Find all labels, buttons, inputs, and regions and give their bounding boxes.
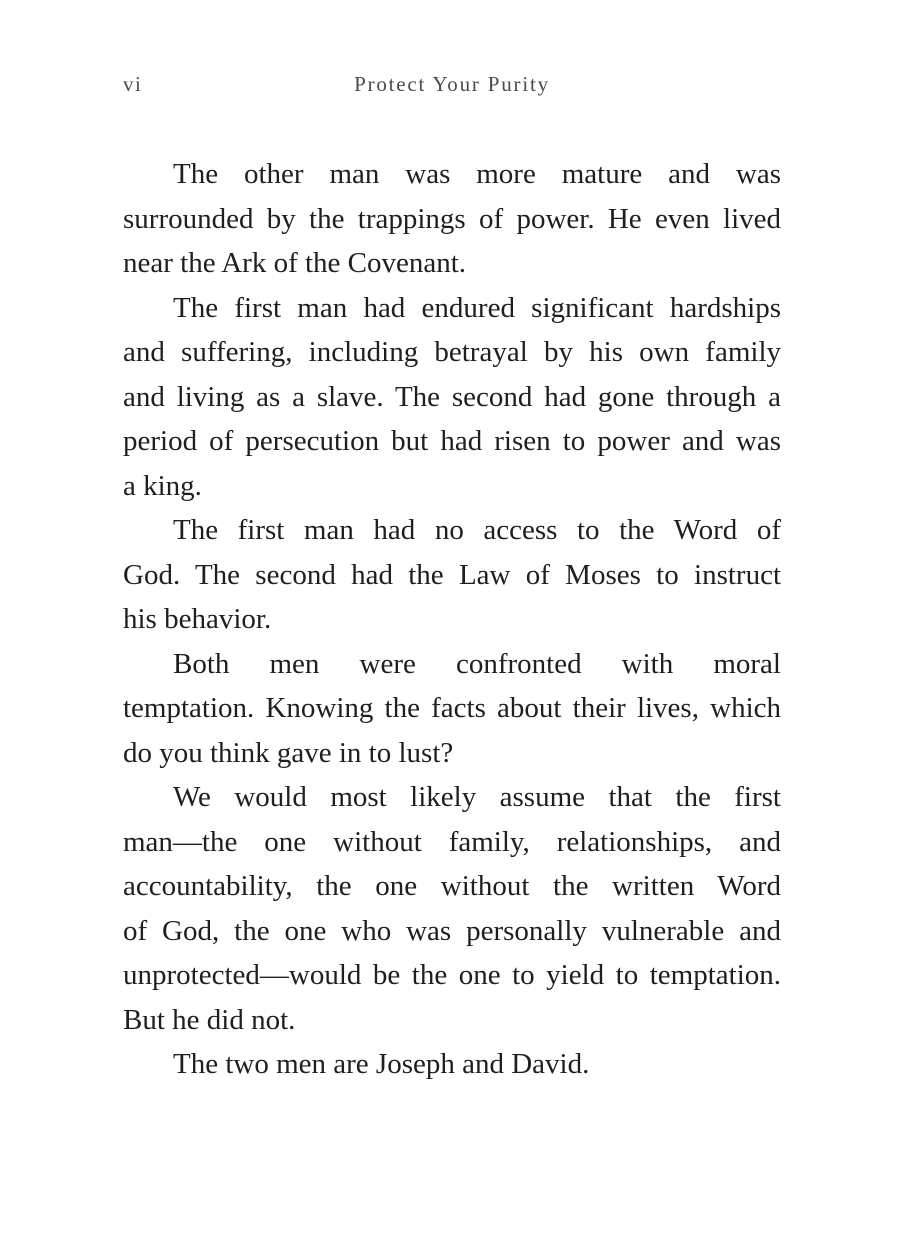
paragraph xyxy=(123,286,781,509)
page-header xyxy=(123,72,781,100)
body-text xyxy=(123,152,781,1087)
text-line: The first man had no access to the Word of xyxy=(173,514,781,546)
text-line: man—the one without family, relationships, and xyxy=(123,825,781,858)
text-line: and living as a slave. The second had gone through a xyxy=(123,380,781,413)
text-line: accountability, the one without the written Word xyxy=(123,870,781,902)
text-line: temptation. Knowing the facts about their lives, which xyxy=(123,692,781,724)
text-line: The other man was more mature and was xyxy=(173,158,781,190)
paragraph xyxy=(123,775,781,1042)
text-line: surrounded by the trappings of power. He even lived xyxy=(123,202,781,235)
running-head: Protect Your Purity xyxy=(354,72,550,96)
text-line: of God, the one who was personally vulnerable and xyxy=(123,914,781,947)
paragraph xyxy=(123,152,781,286)
page-number: vi xyxy=(123,72,143,96)
paragraph xyxy=(123,642,781,776)
text-line: We would most likely assume that the first xyxy=(173,781,781,813)
text-line: and suffering, including betrayal by his own family xyxy=(123,336,781,368)
text-line: a king. xyxy=(123,469,202,502)
paragraph xyxy=(123,1042,781,1087)
paragraph xyxy=(123,508,781,642)
text-line: do you think gave in to lust? xyxy=(123,736,454,769)
text-line: his behavior. xyxy=(123,603,272,635)
text-line: period of persecution but had risen to power and was xyxy=(123,425,781,457)
text-line: The first man had endured significant hardships xyxy=(173,291,781,324)
text-line: unprotected—would be the one to yield to temptation. xyxy=(123,959,781,991)
text-line: But he did not. xyxy=(123,1003,296,1036)
text-line: Both men were confronted with moral xyxy=(173,647,781,680)
text-line: near the Ark of the Covenant. xyxy=(123,247,467,279)
text-line: The two men are Joseph and David. xyxy=(173,1048,590,1080)
text-line: God. The second had the Law of Moses to instruct xyxy=(123,558,781,591)
